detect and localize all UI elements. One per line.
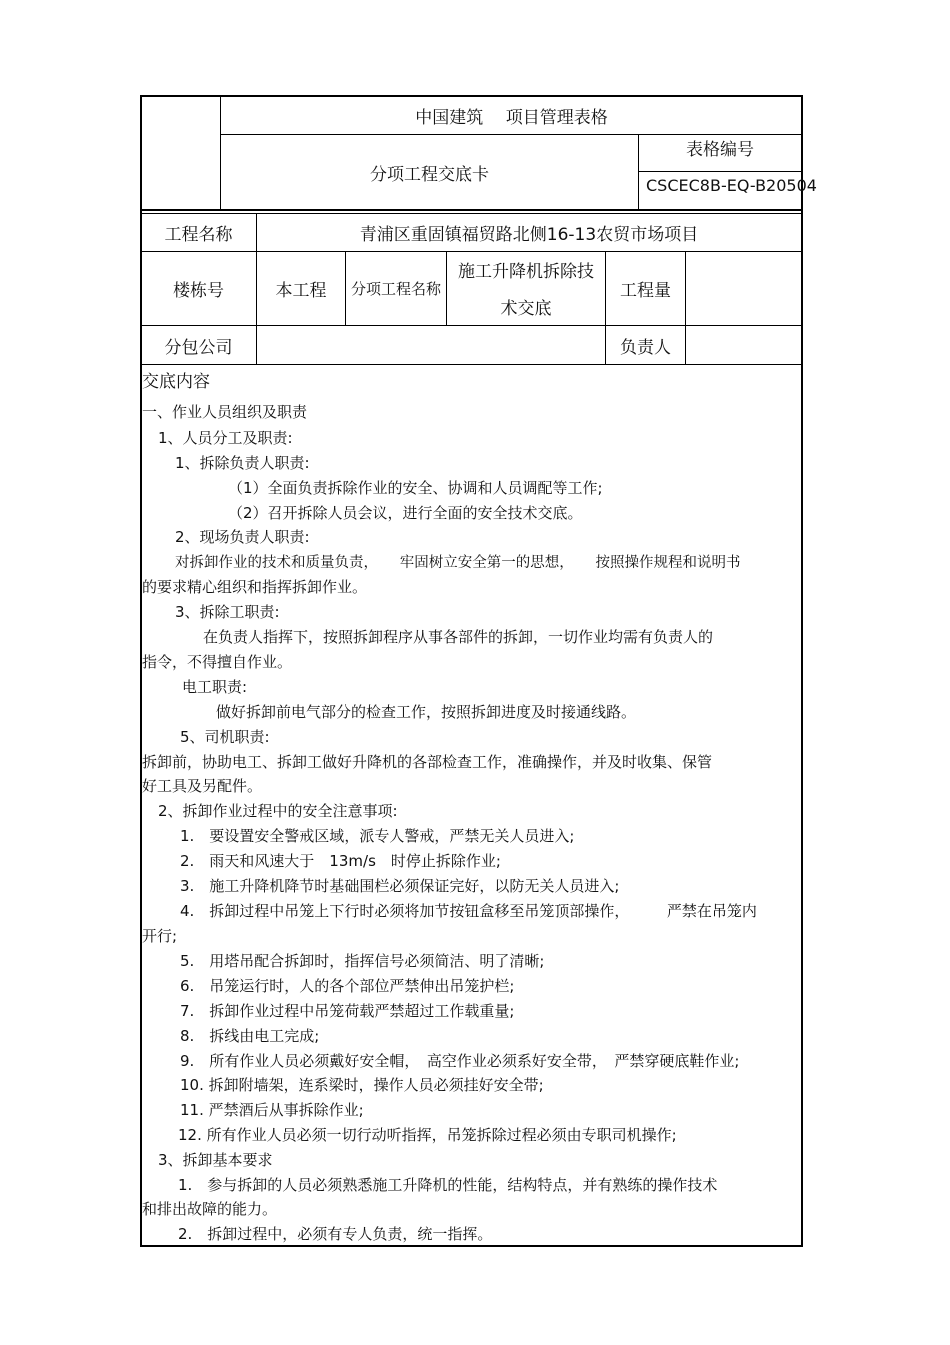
content-line: 一、作业人员组织及职责 <box>142 403 308 421</box>
form-no-divider-h <box>638 171 802 172</box>
content-line: 8. 拆线由电工完成; <box>180 1027 320 1045</box>
content-line: 3、拆除工职责: <box>175 603 280 621</box>
content-line: 对拆卸作业的技术和质量负责， 牢固树立安全第一的思想， 按照操作规程和说明书 <box>175 555 741 571</box>
content-line: 和排出故障的能力。 <box>142 1200 278 1218</box>
content-line: 1. 要设置安全警戒区域，派专人警戒，严禁无关人员进入; <box>180 827 575 845</box>
content-line: 1. 参与拆卸的人员必须熟悉施工升降机的性能，结构特点，并有熟练的操作技术 <box>178 1176 718 1194</box>
info-divider-3 <box>140 364 802 365</box>
table-border-right <box>801 95 803 1247</box>
subitem-value-line2: 术交底 <box>500 298 552 319</box>
content-line: 1、拆除负责人职责: <box>175 454 310 472</box>
manager-value <box>686 326 801 364</box>
subitem-value-line1: 施工升降机拆除技 <box>458 261 594 282</box>
subcontractor-label: 分包公司 <box>164 337 233 358</box>
project-name-value: 青浦区重固镇福贸路北侧16-13农贸市场项目 <box>359 225 699 245</box>
project-name-label: 工程名称 <box>164 225 233 245</box>
content-line: 2、拆卸作业过程中的安全注意事项: <box>158 802 398 820</box>
content-line: 9. 所有作业人员必须戴好安全帽， 高空作业必须系好安全带， 严禁穿硬底鞋作业; <box>180 1052 740 1070</box>
content-line: 在负责人指挥下，按照拆卸程序从事各部件的拆卸，一切作业均需有负责人的 <box>203 628 714 646</box>
content-line: 2. 拆卸过程中，必须有专人负责，统一指挥。 <box>178 1225 493 1243</box>
subitem-label: 分项工程名称 <box>350 280 441 298</box>
header-bottom-border <box>140 209 802 211</box>
content-line: 12. 所有作业人员必须一切行动听指挥，吊笼拆除过程必须由专职司机操作; <box>178 1126 677 1144</box>
content-line: 电工职责: <box>182 678 248 696</box>
manager-label: 负责人 <box>620 337 671 358</box>
building-label: 楼栋号 <box>173 281 224 301</box>
content-line: 指令，不得擅自作业。 <box>142 653 293 671</box>
content-line: 3、拆卸基本要求 <box>158 1151 273 1169</box>
content-line: 拆卸前，协助电工、拆卸工做好升降机的各部检查工作，准确操作，并及时收集、保管 <box>142 753 713 771</box>
content-line: 2、现场负责人职责: <box>175 528 310 546</box>
content-line: 2. 雨天和风速大于 13m/s 时停止拆除作业; <box>180 852 501 870</box>
content-line: 10. 拆卸附墙架，连系梁时，操作人员必须挂好安全带; <box>180 1076 544 1094</box>
content-line: 做好拆卸前电气部分的检查工作，按照拆卸进度及时接通线路。 <box>216 703 637 721</box>
content-line: 好工具及另配件。 <box>142 777 263 795</box>
content-line: 3. 施工升降机降节时基础围栏必须保证完好，以防无关人员进入; <box>180 877 620 895</box>
content-line: 6. 吊笼运行时，人的各个部位严禁伸出吊笼护栏; <box>180 977 515 995</box>
content-line: 开行; <box>142 927 178 945</box>
content-line: （2）召开拆除人员会议，进行全面的安全技术交底。 <box>228 504 583 522</box>
content-line: （1）全面负责拆除作业的安全、协调和人员调配等工作; <box>228 479 603 497</box>
table-border-bottom <box>140 1245 803 1247</box>
subcontractor-value <box>257 326 605 364</box>
form-no-label: 表格编号 <box>686 139 754 160</box>
quantity-value <box>686 252 801 325</box>
content-line: 4. 拆卸过程中吊笼上下行时必须将加节按钮盒移至吊笼顶部操作， 严禁在吊笼内 <box>180 902 757 920</box>
content-heading: 交底内容 <box>142 372 210 392</box>
content-line: 7. 拆卸作业过程中吊笼荷载严禁超过工作载重量; <box>180 1002 515 1020</box>
form-no-value: CSCEC8B-EQ-B20504 <box>646 176 817 195</box>
content-line: 的要求精心组织和指挥拆卸作业。 <box>142 578 368 596</box>
form-name: 分项工程交底卡 <box>370 164 489 185</box>
company-title: 中国建筑 项目管理表格 <box>415 108 608 128</box>
quantity-label: 工程量 <box>620 281 671 301</box>
building-value: 本工程 <box>275 281 327 301</box>
content-line: 5. 用塔吊配合拆卸时，指挥信号必须简洁、明了清晰; <box>180 952 545 970</box>
content-line: 1、人员分工及职责: <box>158 429 293 447</box>
content-line: 11. 严禁酒后从事拆除作业; <box>180 1101 364 1119</box>
content-line: 5、司机职责: <box>180 728 270 746</box>
